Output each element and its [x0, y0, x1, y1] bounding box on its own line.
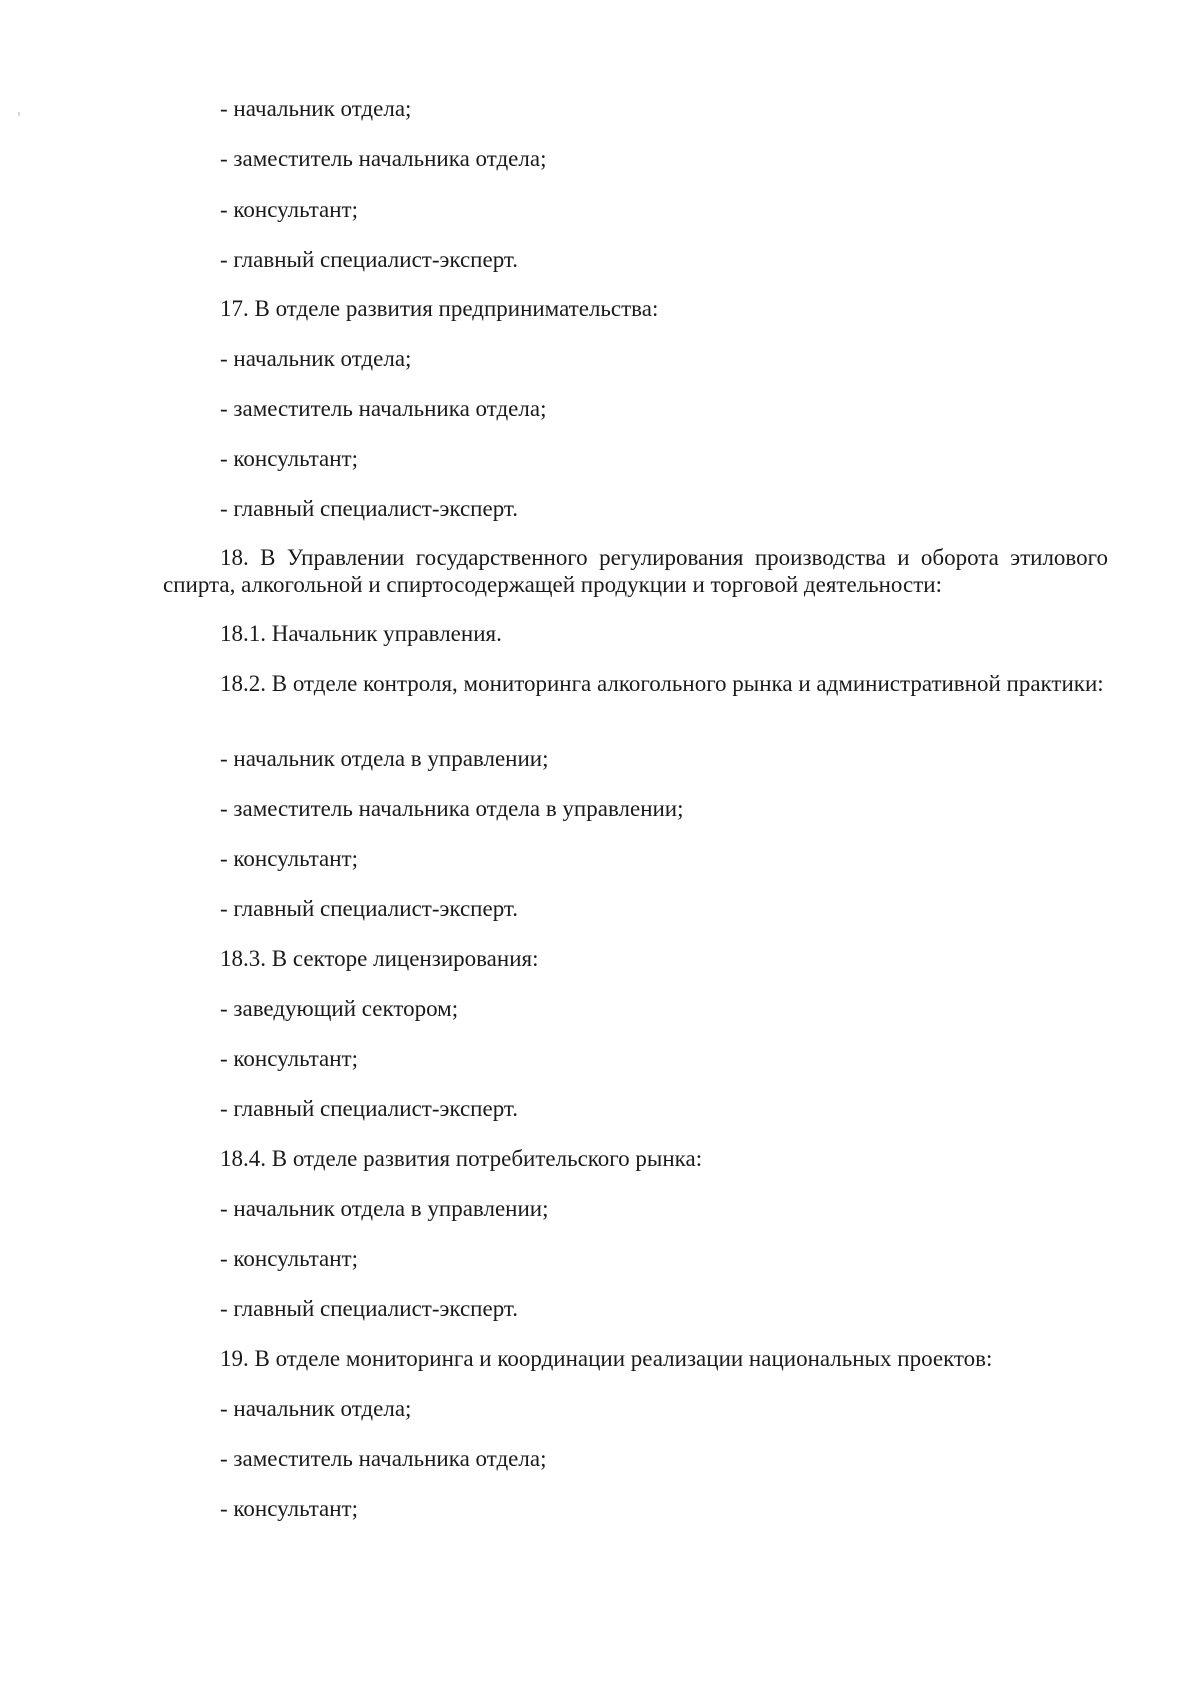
list-item: - консультант;	[220, 1496, 358, 1521]
section-heading: 18.1. Начальник управления.	[220, 621, 502, 646]
list-item: - начальник отдела;	[220, 1396, 412, 1421]
list-item: - заместитель начальника отдела;	[220, 146, 547, 171]
list-item: - заместитель начальника отдела;	[220, 396, 547, 421]
section-heading: 18.3. В секторе лицензирования:	[220, 946, 539, 971]
scan-artifact	[18, 112, 20, 116]
section-heading: 17. В отделе развития предпринимательства:	[220, 296, 659, 321]
list-item: - начальник отдела;	[220, 346, 412, 371]
list-item: - консультант;	[220, 1246, 358, 1271]
list-item: - главный специалист-эксперт.	[220, 1296, 518, 1321]
list-item: - начальник отдела в управлении;	[220, 746, 549, 771]
list-item: - консультант;	[220, 446, 358, 471]
list-item: - консультант;	[220, 197, 358, 222]
section-heading: 18. В Управлении государственного регулирования производства и оборота этилового спирта, алкогольной и спиртосодержащей продукции и торговой деятельности:	[163, 545, 1108, 597]
list-item: - заместитель начальника отдела в управлении;	[220, 796, 684, 821]
list-item: - заместитель начальника отдела;	[220, 1446, 547, 1471]
list-item: - главный специалист-эксперт.	[220, 1096, 518, 1121]
list-item: - начальник отдела в управлении;	[220, 1196, 549, 1221]
list-item: - заведующий сектором;	[220, 996, 459, 1021]
section-heading: 18.2. В отделе контроля, мониторинга алкогольного рынка и административной практики:	[220, 671, 1104, 696]
list-item: - консультант;	[220, 1046, 358, 1071]
list-item: - начальник отдела;	[220, 96, 412, 121]
list-item: - главный специалист-эксперт.	[220, 896, 518, 921]
section-heading: 18.4. В отделе развития потребительского рынка:	[220, 1146, 703, 1171]
list-item: - главный специалист-эксперт.	[220, 496, 518, 521]
section-heading: 19. В отделе мониторинга и координации реализации национальных проектов:	[220, 1346, 993, 1371]
list-item: - консультант;	[220, 846, 358, 871]
list-item: - главный специалист-эксперт.	[220, 247, 518, 272]
